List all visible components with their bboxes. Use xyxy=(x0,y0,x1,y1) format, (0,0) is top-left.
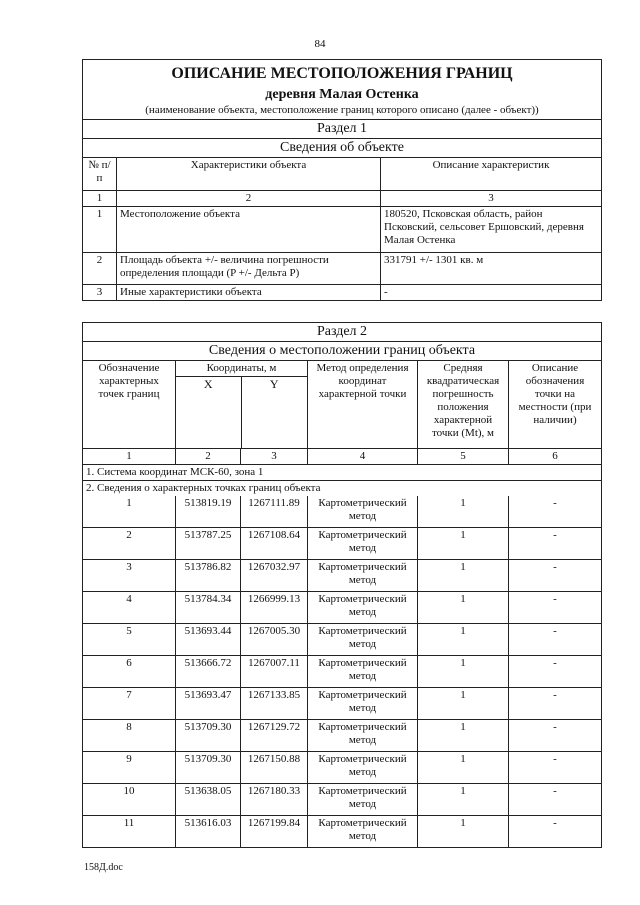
point-x: 513616.03 xyxy=(175,816,240,847)
points-body xyxy=(83,496,601,847)
point-number: 3 xyxy=(126,561,132,573)
section2-header-row xyxy=(83,360,601,448)
header-coords-group xyxy=(175,361,307,448)
point-method: Картометрический метод xyxy=(307,592,417,623)
point-y: 1267199.84 xyxy=(240,816,307,847)
table-row xyxy=(83,687,601,719)
table-row xyxy=(83,527,601,559)
coord-system: 1. Система координат МСК-60, зона 1 xyxy=(86,466,264,478)
point-description: - xyxy=(508,592,601,623)
point-x: 513819.19 xyxy=(175,496,240,527)
row-characteristic: Местоположение объекта xyxy=(116,207,380,252)
point-accuracy: 1 xyxy=(417,752,508,783)
point-number: 5 xyxy=(126,625,132,637)
header-block xyxy=(83,60,601,119)
point-accuracy: 1 xyxy=(417,816,508,847)
point-y: 1266999.13 xyxy=(240,592,307,623)
header-coords: Координаты, м xyxy=(176,361,307,377)
point-accuracy: 1 xyxy=(417,560,508,591)
point-number: 1 xyxy=(126,497,132,509)
section1-label: Раздел 1 xyxy=(316,121,368,136)
document-title: ОПИСАНИЕ МЕСТОПОЛОЖЕНИЯ ГРАНИЦ xyxy=(171,65,513,82)
point-method: Картометрический метод xyxy=(307,560,417,591)
header-method: Метод определения координат характерной точки xyxy=(307,361,417,448)
header-titles xyxy=(83,60,601,119)
point-y: 1267129.72 xyxy=(240,720,307,751)
point-number: 10 xyxy=(123,785,135,797)
section2-label-row xyxy=(83,323,601,341)
point-number: 9 xyxy=(126,753,132,765)
point-y: 1267150.88 xyxy=(240,752,307,783)
header-y: Y xyxy=(241,377,308,448)
row-characteristic: Площадь объекта +/- величина погрешности определения площади (P +/- Дельта P) xyxy=(116,253,380,284)
point-x: 513666.72 xyxy=(175,656,240,687)
point-description: - xyxy=(508,528,601,559)
section1-subtitle: Сведения об объекте xyxy=(280,140,404,155)
header-characteristics: Характеристики объекта xyxy=(116,158,380,190)
point-method: Картометрический метод xyxy=(307,656,417,687)
points-caption-row xyxy=(83,480,601,496)
row-num: 3 xyxy=(96,286,103,298)
point-y: 1267032.97 xyxy=(240,560,307,591)
table-row xyxy=(83,719,601,751)
table-row xyxy=(83,751,601,783)
header-description: Описание характеристик xyxy=(380,158,601,190)
point-method: Картометрический метод xyxy=(307,688,417,719)
point-description: - xyxy=(508,816,601,847)
colnum-6: 6 xyxy=(508,449,601,464)
section1-label-row xyxy=(83,119,601,138)
point-y: 1267005.30 xyxy=(240,624,307,655)
point-description: - xyxy=(508,720,601,751)
row-characteristic: Иные характеристики объекта xyxy=(116,285,380,300)
point-x: 513638.05 xyxy=(175,784,240,815)
header-num: № п/п xyxy=(88,159,111,184)
point-accuracy: 1 xyxy=(417,528,508,559)
point-y: 1267007.11 xyxy=(240,656,307,687)
section2-table xyxy=(82,322,602,848)
point-method: Картометрический метод xyxy=(307,528,417,559)
page-number: 84 xyxy=(314,38,326,50)
header-coords-sub xyxy=(176,377,307,448)
point-number: 8 xyxy=(126,721,132,733)
point-x: 513784.34 xyxy=(175,592,240,623)
table-row xyxy=(83,815,601,847)
point-accuracy: 1 xyxy=(417,720,508,751)
point-method: Картометрический метод xyxy=(307,784,417,815)
header-points: Обозначение характерных точек границ xyxy=(98,362,160,400)
colnum-3: 3 xyxy=(380,191,601,206)
point-method: Картометрический метод xyxy=(307,496,417,527)
point-description: - xyxy=(508,688,601,719)
colnum-2: 2 xyxy=(175,449,240,464)
point-description: - xyxy=(508,752,601,783)
section1-colnum-row xyxy=(83,190,601,206)
point-x: 513786.82 xyxy=(175,560,240,591)
table-row xyxy=(83,252,601,284)
row-description: 180520, Псковская область, район Псковский, сельсовет Ершовский, деревня Малая Остенка xyxy=(380,207,601,252)
point-description: - xyxy=(508,496,601,527)
point-y: 1267108.64 xyxy=(240,528,307,559)
point-description: - xyxy=(508,656,601,687)
point-description: - xyxy=(508,560,601,591)
footer-filename: 158Д.doc xyxy=(84,862,123,873)
point-y: 1267180.33 xyxy=(240,784,307,815)
object-note: (наименование объекта, местоположение границ которого описано (далее - объект)) xyxy=(145,104,539,116)
row-num: 2 xyxy=(96,254,103,266)
point-x: 513709.30 xyxy=(175,752,240,783)
header-accuracy: Средняя квадратическая погрешность положения характерной точки (Mt), м xyxy=(417,361,508,448)
point-method: Картометрический метод xyxy=(307,624,417,655)
point-x: 513709.30 xyxy=(175,720,240,751)
section2-label: Раздел 2 xyxy=(316,324,368,339)
point-number: 2 xyxy=(126,529,132,541)
colnum-5: 5 xyxy=(417,449,508,464)
point-number: 11 xyxy=(123,817,135,829)
table-row xyxy=(83,783,601,815)
point-number: 4 xyxy=(126,593,132,605)
header-description: Описание обозначения точки на местности (при наличии) xyxy=(508,361,601,448)
colnum-1: 1 xyxy=(126,450,132,462)
table-row xyxy=(83,206,601,252)
section2-subtitle: Сведения о местоположении границ объекта xyxy=(208,343,476,358)
row-description: 331791 +/- 1301 кв. м xyxy=(380,253,601,284)
colnum-1: 1 xyxy=(96,192,103,204)
row-num: 1 xyxy=(96,208,103,220)
section2-subtitle-row xyxy=(83,341,601,360)
table-row xyxy=(83,623,601,655)
point-method: Картометрический метод xyxy=(307,752,417,783)
object-name: деревня Малая Остенка xyxy=(265,87,419,102)
point-y: 1267111.89 xyxy=(240,496,307,527)
section2-colnum-row xyxy=(83,448,601,464)
coord-system-row xyxy=(83,464,601,480)
point-number: 6 xyxy=(126,657,132,669)
colnum-3: 3 xyxy=(240,449,307,464)
table-row xyxy=(83,559,601,591)
point-accuracy: 1 xyxy=(417,784,508,815)
section1-table xyxy=(82,59,602,301)
point-description: - xyxy=(508,784,601,815)
point-method: Картометрический метод xyxy=(307,816,417,847)
point-x: 513693.44 xyxy=(175,624,240,655)
table-row xyxy=(83,284,601,300)
header-x: X xyxy=(203,377,213,391)
colnum-4: 4 xyxy=(307,449,417,464)
table-row xyxy=(83,496,601,527)
point-accuracy: 1 xyxy=(417,496,508,527)
point-description: - xyxy=(508,624,601,655)
points-caption: 2. Сведения о характерных точках границ объекта xyxy=(86,482,321,494)
point-accuracy: 1 xyxy=(417,688,508,719)
point-x: 513787.25 xyxy=(175,528,240,559)
point-accuracy: 1 xyxy=(417,592,508,623)
point-y: 1267133.85 xyxy=(240,688,307,719)
point-number: 7 xyxy=(126,689,132,701)
table-row xyxy=(83,655,601,687)
point-accuracy: 1 xyxy=(417,656,508,687)
row-description: - xyxy=(380,285,601,300)
colnum-2: 2 xyxy=(116,191,380,206)
point-x: 513693.47 xyxy=(175,688,240,719)
point-accuracy: 1 xyxy=(417,624,508,655)
section1-header-row xyxy=(83,157,601,190)
section1-subtitle-row xyxy=(83,138,601,157)
table-row xyxy=(83,591,601,623)
point-method: Картометрический метод xyxy=(307,720,417,751)
